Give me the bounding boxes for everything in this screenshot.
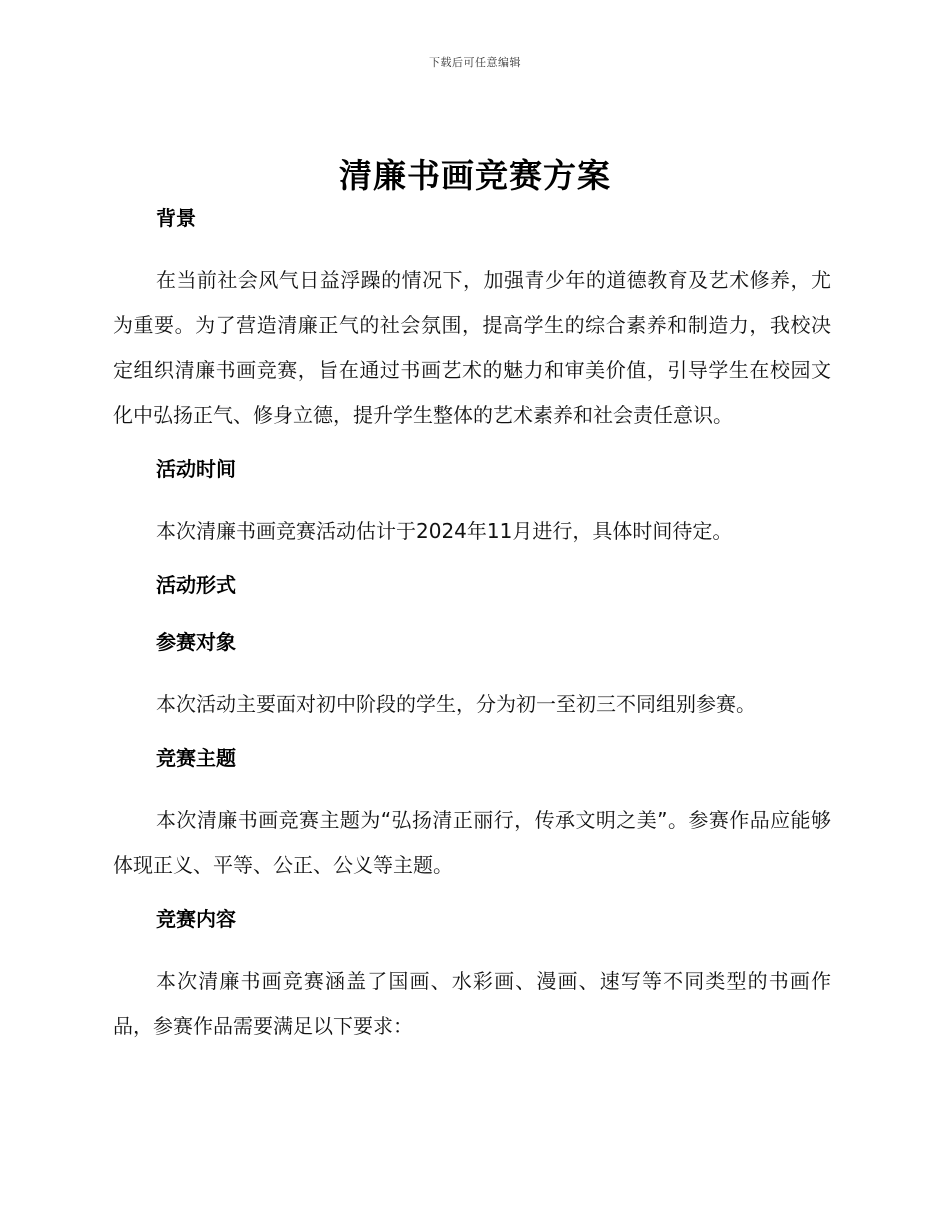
section-heading-theme: 竞赛主题 [156, 746, 236, 770]
section-paragraph-content: 本次清廉书画竞赛涵盖了国画、水彩画、漫画、速写等不同类型的书画作品，参赛作品需要满足以下要求： [113, 969, 831, 1038]
section-paragraph-background: 在当前社会风气日益浮躁的情况下，加强青少年的道德教育及艺术修养，尤为重要。为了营造清廉正气的社会氛围，提高学生的综合素养和制造力，我校决定组织清廉书画竞赛，旨在通过书画艺术的魅力和审美价值，引导学生在校园文化中弘扬正气、修身立德，提升学生整体的艺术素养和社会责任意识。 [113, 268, 831, 427]
section-heading-background: 背景 [156, 206, 196, 230]
section-heading-activity-time: 活动时间 [156, 457, 236, 481]
section-heading-activity-format: 活动形式 [156, 573, 236, 597]
page-header: 下载后可任意编辑 [429, 56, 521, 69]
document-title: 清廉书画竞赛方案 [339, 156, 611, 195]
section-heading-participants: 参赛对象 [156, 630, 236, 654]
document-body [113, 201, 831, 1063]
section-paragraph-theme: 本次清廉书画竞赛主题为“弘扬清正丽行，传承文明之美”。参赛作品应能够体现正义、平等、公正、公义等主题。 [113, 808, 831, 877]
section-paragraph-participants: 本次活动主要面对初中阶段的学生，分为初一至初三不同组别参赛。 [156, 692, 756, 716]
section-paragraph-activity-time: 本次清廉书画竞赛活动估计于2024年11月进行，具体时间待定。 [156, 519, 733, 543]
section-heading-content: 竞赛内容 [156, 907, 236, 931]
